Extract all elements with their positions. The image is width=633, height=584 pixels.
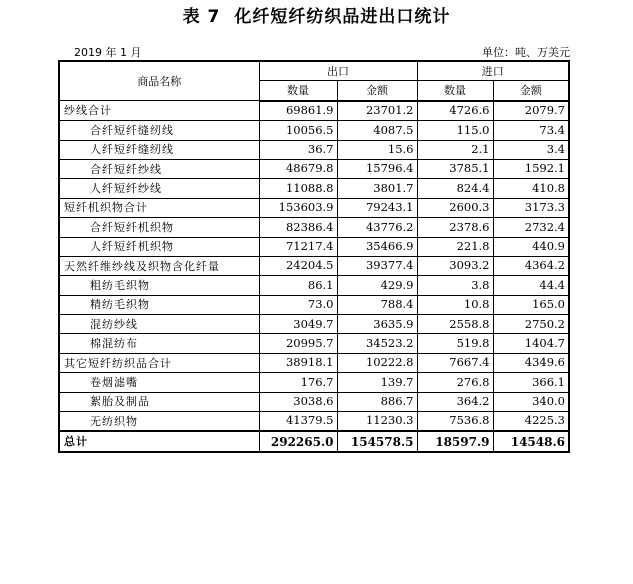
export-qty-cell: 24204.5: [259, 256, 337, 275]
import-qty-cell: 4726.6: [417, 101, 493, 121]
export-qty-cell: 86.1: [259, 276, 337, 295]
total-export-qty: 292265.0: [259, 431, 337, 451]
export-qty-cell: 38918.1: [259, 353, 337, 372]
import-amount-cell: 4349.6: [493, 353, 569, 372]
export-qty-cell: 20995.7: [259, 334, 337, 353]
export-amount-cell: 886.7: [337, 392, 417, 411]
import-qty-cell: 3785.1: [417, 159, 493, 178]
import-amount-cell: 4364.2: [493, 256, 569, 275]
period-label: 2019 年 1 月: [74, 46, 142, 59]
product-name-cell: 卷烟滤嘴: [59, 373, 259, 392]
export-amount-cell: 15796.4: [337, 159, 417, 178]
table-row: [59, 412, 569, 432]
table-row: [59, 315, 569, 334]
import-amount-cell: 410.8: [493, 179, 569, 198]
import-qty-cell: 364.2: [417, 392, 493, 411]
table-number: 表 7: [182, 7, 221, 27]
import-qty-cell: 2378.6: [417, 218, 493, 237]
export-qty-cell: 71217.4: [259, 237, 337, 256]
import-amount-cell: 44.4: [493, 276, 569, 295]
total-export-amount: 154578.5: [337, 431, 417, 451]
import-amount-cell: 4225.3: [493, 412, 569, 432]
import-qty-cell: 3.8: [417, 276, 493, 295]
table-row: [59, 121, 569, 140]
export-qty-cell: 73.0: [259, 295, 337, 314]
product-name-cell: 天然纤维纱线及织物含化纤量: [59, 256, 259, 275]
header-import-qty: 数量: [417, 81, 493, 101]
import-qty-cell: 10.8: [417, 295, 493, 314]
import-amount-cell: 1404.7: [493, 334, 569, 353]
table-row: [59, 218, 569, 237]
import-amount-cell: 3173.3: [493, 198, 569, 217]
import-amount-cell: 340.0: [493, 392, 569, 411]
export-qty-cell: 48679.8: [259, 159, 337, 178]
table-row: [59, 295, 569, 314]
import-qty-cell: 276.8: [417, 373, 493, 392]
export-qty-cell: 3049.7: [259, 315, 337, 334]
export-amount-cell: 11230.3: [337, 412, 417, 432]
table-row: [59, 276, 569, 295]
export-amount-cell: 79243.1: [337, 198, 417, 217]
import-amount-cell: 2079.7: [493, 101, 569, 121]
import-qty-cell: 2.1: [417, 140, 493, 159]
product-name-cell: 人纤短纤缝纫线: [59, 140, 259, 159]
header-export: 出口: [259, 61, 417, 81]
table-row: [59, 179, 569, 198]
table-row: [59, 140, 569, 159]
export-amount-cell: 43776.2: [337, 218, 417, 237]
import-qty-cell: 2600.3: [417, 198, 493, 217]
product-name-cell: 短纤机织物合计: [59, 198, 259, 217]
statistics-table: [58, 60, 570, 453]
export-qty-cell: 69861.9: [259, 101, 337, 121]
export-amount-cell: 4087.5: [337, 121, 417, 140]
product-name-cell: 无纺织物: [59, 412, 259, 432]
export-amount-cell: 788.4: [337, 295, 417, 314]
import-qty-cell: 824.4: [417, 179, 493, 198]
table-row: [59, 101, 569, 121]
product-name-cell: 人纤短纤机织物: [59, 237, 259, 256]
header-row-1: [59, 61, 569, 81]
product-name-cell: 棉混纺布: [59, 334, 259, 353]
table-title-text: 化纤短纤纺织品进出口统计: [234, 7, 451, 27]
export-qty-cell: 153603.9: [259, 198, 337, 217]
import-amount-cell: 2732.4: [493, 218, 569, 237]
import-amount-cell: 73.4: [493, 121, 569, 140]
unit-label: 单位：吨、万美元: [482, 46, 570, 59]
import-qty-cell: 2558.8: [417, 315, 493, 334]
table-row: [59, 198, 569, 217]
header-import: 进口: [417, 61, 569, 81]
import-qty-cell: 519.8: [417, 334, 493, 353]
product-name-cell: 絮胎及制品: [59, 392, 259, 411]
export-amount-cell: 15.6: [337, 140, 417, 159]
product-name-cell: 合纤短纤机织物: [59, 218, 259, 237]
import-amount-cell: 165.0: [493, 295, 569, 314]
total-row: [59, 431, 569, 451]
import-amount-cell: 2750.2: [493, 315, 569, 334]
table-row: [59, 256, 569, 275]
total-import-qty: 18597.9: [417, 431, 493, 451]
header-import-amount: 金额: [493, 81, 569, 101]
import-qty-cell: 3093.2: [417, 256, 493, 275]
export-amount-cell: 429.9: [337, 276, 417, 295]
total-import-amount: 14548.6: [493, 431, 569, 451]
table-row: [59, 353, 569, 372]
export-amount-cell: 3801.7: [337, 179, 417, 198]
import-amount-cell: 3.4: [493, 140, 569, 159]
import-qty-cell: 221.8: [417, 237, 493, 256]
product-name-cell: 其它短纤纺织品合计: [59, 353, 259, 372]
export-qty-cell: 11088.8: [259, 179, 337, 198]
product-name-cell: 混纺纱线: [59, 315, 259, 334]
table-row: [59, 334, 569, 353]
table-row: [59, 237, 569, 256]
table-row: [59, 392, 569, 411]
export-qty-cell: 82386.4: [259, 218, 337, 237]
product-name-cell: 人纤短纤纱线: [59, 179, 259, 198]
page-title: [0, 2, 633, 27]
product-name-cell: 粗纺毛织物: [59, 276, 259, 295]
export-qty-cell: 41379.5: [259, 412, 337, 432]
table-row: [59, 373, 569, 392]
header-export-qty: 数量: [259, 81, 337, 101]
header-product-name: 商品名称: [59, 61, 259, 101]
export-qty-cell: 176.7: [259, 373, 337, 392]
export-amount-cell: 34523.2: [337, 334, 417, 353]
export-qty-cell: 10056.5: [259, 121, 337, 140]
product-name-cell: 纱线合计: [59, 101, 259, 121]
export-amount-cell: 3635.9: [337, 315, 417, 334]
table-row: [59, 159, 569, 178]
product-name-cell: 合纤短纤纱线: [59, 159, 259, 178]
import-amount-cell: 366.1: [493, 373, 569, 392]
export-amount-cell: 35466.9: [337, 237, 417, 256]
import-qty-cell: 115.0: [417, 121, 493, 140]
total-label: 总计: [59, 431, 259, 451]
import-amount-cell: 1592.1: [493, 159, 569, 178]
import-qty-cell: 7536.8: [417, 412, 493, 432]
export-qty-cell: 36.7: [259, 140, 337, 159]
export-amount-cell: 10222.8: [337, 353, 417, 372]
export-amount-cell: 23701.2: [337, 101, 417, 121]
export-amount-cell: 39377.4: [337, 256, 417, 275]
import-qty-cell: 7667.4: [417, 353, 493, 372]
import-amount-cell: 440.9: [493, 237, 569, 256]
export-qty-cell: 3038.6: [259, 392, 337, 411]
product-name-cell: 精纺毛织物: [59, 295, 259, 314]
export-amount-cell: 139.7: [337, 373, 417, 392]
header-export-amount: 金额: [337, 81, 417, 101]
product-name-cell: 合纤短纤缝纫线: [59, 121, 259, 140]
